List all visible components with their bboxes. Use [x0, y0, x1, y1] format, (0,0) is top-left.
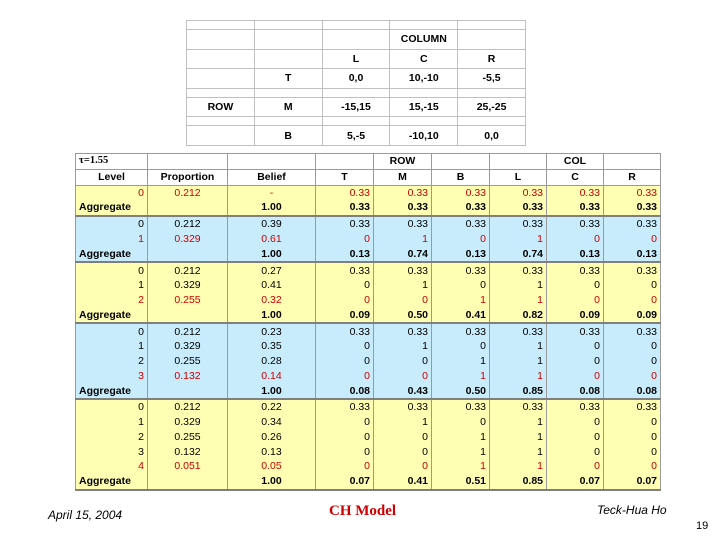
level-row — [76, 339, 661, 354]
row-t-cell: 0 — [316, 430, 374, 445]
level-row — [76, 293, 661, 308]
col-l-cell: 0.33 — [490, 262, 547, 278]
belief-cell: 0.34 — [228, 415, 316, 430]
belief-cell: 0.05 — [228, 459, 316, 474]
row-m-cell: 1 — [374, 232, 432, 247]
row-t-cell: 0.33 — [316, 399, 374, 415]
aggregate-c: 0.09 — [547, 308, 604, 324]
aggregate-r: 0.09 — [604, 308, 661, 324]
col-r-cell: 0 — [604, 354, 661, 369]
col-c-cell: 0 — [547, 354, 604, 369]
proportion-cell: 0.329 — [148, 339, 228, 354]
aggregate-row — [76, 200, 661, 216]
row-b-cell: 0 — [432, 278, 490, 293]
proportion-cell: 0.255 — [148, 354, 228, 369]
col-col-header-r: R — [604, 169, 661, 185]
row-m-cell: 0.33 — [374, 399, 432, 415]
row-name-m: M — [254, 97, 322, 117]
row-name-t: T — [254, 69, 322, 89]
level-cell: 1 — [76, 232, 148, 247]
aggregate-belief: 1.00 — [228, 308, 316, 324]
aggregate-l: 0.74 — [490, 247, 547, 263]
col-l-cell: 1 — [490, 278, 547, 293]
aggregate-belief: 1.00 — [228, 384, 316, 400]
col-c-cell: 0 — [547, 415, 604, 430]
row-b-cell: 0 — [432, 415, 490, 430]
tau-label: τ=1.55 — [76, 154, 148, 170]
col-header-l: L — [322, 49, 390, 69]
level-row — [76, 369, 661, 384]
row-b-cell: 1 — [432, 354, 490, 369]
row-t-cell: 0 — [316, 232, 374, 247]
col-r-cell: 0.33 — [604, 185, 661, 200]
belief-cell: 0.22 — [228, 399, 316, 415]
col-r-cell: 0 — [604, 369, 661, 384]
level-cell: 3 — [76, 369, 148, 384]
aggregate-label: Aggregate — [76, 308, 148, 324]
col-r-cell: 0 — [604, 415, 661, 430]
aggregate-r: 0.33 — [604, 200, 661, 216]
row-col-header-b: B — [432, 169, 490, 185]
row-t-cell: 0 — [316, 445, 374, 460]
aggregate-label: Aggregate — [76, 474, 148, 490]
belief-cell: 0.35 — [228, 339, 316, 354]
belief-cell: 0.14 — [228, 369, 316, 384]
level-cell: 0 — [76, 216, 148, 232]
aggregate-c: 0.33 — [547, 200, 604, 216]
row-group-header: ROW — [374, 154, 432, 170]
col-col-header-c: C — [547, 169, 604, 185]
col-r-cell: 0.33 — [604, 216, 661, 232]
col-r-cell: 0 — [604, 339, 661, 354]
payoff-cell: 0,0 — [458, 126, 526, 146]
row-b-cell: 0.33 — [432, 216, 490, 232]
belief-header: Belief — [228, 169, 316, 185]
row-col-header-t: T — [316, 169, 374, 185]
level-row — [76, 399, 661, 415]
col-l-cell: 1 — [490, 354, 547, 369]
proportion-cell: 0.255 — [148, 293, 228, 308]
aggregate-r: 0.13 — [604, 247, 661, 263]
col-col-header-l: L — [490, 169, 547, 185]
aggregate-b: 0.51 — [432, 474, 490, 490]
payoff-cell: 15,-15 — [390, 97, 458, 117]
col-c-cell: 0 — [547, 369, 604, 384]
aggregate-m: 0.74 — [374, 247, 432, 263]
col-r-cell: 0.33 — [604, 262, 661, 278]
aggregate-empty-cell — [148, 308, 228, 324]
belief-cell: 0.39 — [228, 216, 316, 232]
col-r-cell: 0 — [604, 430, 661, 445]
payoff-cell: 25,-25 — [458, 97, 526, 117]
col-c-cell: 0.33 — [547, 399, 604, 415]
footer-author: Teck-Hua Ho — [597, 503, 667, 517]
level-row — [76, 445, 661, 460]
proportion-cell: 0.132 — [148, 369, 228, 384]
proportion-header: Proportion — [148, 169, 228, 185]
aggregate-t: 0.08 — [316, 384, 374, 400]
col-c-cell: 0 — [547, 278, 604, 293]
col-l-cell: 1 — [490, 339, 547, 354]
payoff-cell: -15,15 — [322, 97, 390, 117]
col-l-cell: 1 — [490, 459, 547, 474]
row-m-cell: 0 — [374, 430, 432, 445]
aggregate-m: 0.43 — [374, 384, 432, 400]
level-cell: 2 — [76, 293, 148, 308]
payoff-cell: 5,-5 — [322, 126, 390, 146]
col-l-cell: 1 — [490, 445, 547, 460]
col-c-cell: 0.33 — [547, 323, 604, 339]
belief-cell: - — [228, 185, 316, 200]
level-cell: 1 — [76, 415, 148, 430]
level-cell: 2 — [76, 354, 148, 369]
aggregate-m: 0.50 — [374, 308, 432, 324]
col-l-cell: 1 — [490, 293, 547, 308]
row-m-cell: 1 — [374, 415, 432, 430]
proportion-cell: 0.212 — [148, 216, 228, 232]
aggregate-label: Aggregate — [76, 384, 148, 400]
aggregate-l: 0.85 — [490, 474, 547, 490]
row-m-cell: 0.33 — [374, 185, 432, 200]
col-l-cell: 1 — [490, 430, 547, 445]
aggregate-belief: 1.00 — [228, 200, 316, 216]
col-l-cell: 1 — [490, 369, 547, 384]
payoff-cell: 0,0 — [322, 69, 390, 89]
row-m-cell: 0.33 — [374, 216, 432, 232]
aggregate-b: 0.41 — [432, 308, 490, 324]
col-l-cell: 0.33 — [490, 185, 547, 200]
col-c-cell: 0 — [547, 430, 604, 445]
level-cell: 0 — [76, 262, 148, 278]
row-t-cell: 0 — [316, 415, 374, 430]
aggregate-m: 0.33 — [374, 200, 432, 216]
col-l-cell: 0.33 — [490, 399, 547, 415]
row-b-cell: 0 — [432, 232, 490, 247]
aggregate-r: 0.08 — [604, 384, 661, 400]
row-b-cell: 0.33 — [432, 399, 490, 415]
aggregate-empty-cell — [148, 474, 228, 490]
payoff-cell: 10,-10 — [390, 69, 458, 89]
level-row — [76, 415, 661, 430]
aggregate-belief: 1.00 — [228, 247, 316, 263]
col-header-c: C — [390, 49, 458, 69]
col-r-cell: 0 — [604, 278, 661, 293]
aggregate-row — [76, 247, 661, 263]
aggregate-empty-cell — [148, 384, 228, 400]
proportion-cell: 0.212 — [148, 323, 228, 339]
col-r-cell: 0 — [604, 459, 661, 474]
level-row — [76, 430, 661, 445]
level-row — [76, 278, 661, 293]
proportion-cell: 0.132 — [148, 445, 228, 460]
aggregate-b: 0.50 — [432, 384, 490, 400]
row-b-cell: 1 — [432, 369, 490, 384]
row-m-cell: 0 — [374, 459, 432, 474]
row-m-cell: 1 — [374, 278, 432, 293]
belief-cell: 0.41 — [228, 278, 316, 293]
proportion-cell: 0.212 — [148, 262, 228, 278]
aggregate-t: 0.09 — [316, 308, 374, 324]
aggregate-belief: 1.00 — [228, 474, 316, 490]
ch-model-table — [75, 153, 660, 491]
aggregate-c: 0.13 — [547, 247, 604, 263]
row-b-cell: 1 — [432, 459, 490, 474]
row-t-cell: 0 — [316, 369, 374, 384]
col-l-cell: 1 — [490, 415, 547, 430]
col-header-r: R — [458, 49, 526, 69]
aggregate-b: 0.13 — [432, 247, 490, 263]
aggregate-l: 0.82 — [490, 308, 547, 324]
belief-cell: 0.13 — [228, 445, 316, 460]
level-cell: 0 — [76, 399, 148, 415]
row-t-cell: 0 — [316, 459, 374, 474]
belief-cell: 0.61 — [228, 232, 316, 247]
row-t-cell: 0 — [316, 354, 374, 369]
row-b-cell: 1 — [432, 293, 490, 308]
proportion-cell: 0.212 — [148, 185, 228, 200]
row-m-cell: 1 — [374, 339, 432, 354]
col-l-cell: 1 — [490, 232, 547, 247]
footer-date: April 15, 2004 — [48, 508, 123, 522]
level-cell: 0 — [76, 323, 148, 339]
payoff-cell: -5,5 — [458, 69, 526, 89]
aggregate-l: 0.33 — [490, 200, 547, 216]
row-t-cell: 0 — [316, 339, 374, 354]
aggregate-r: 0.07 — [604, 474, 661, 490]
level-row — [76, 262, 661, 278]
row-t-cell: 0 — [316, 278, 374, 293]
level-cell: 1 — [76, 278, 148, 293]
proportion-cell: 0.329 — [148, 278, 228, 293]
row-t-cell: 0.33 — [316, 216, 374, 232]
level-cell: 0 — [76, 185, 148, 200]
row-b-cell: 1 — [432, 430, 490, 445]
level-row — [76, 232, 661, 247]
proportion-cell: 0.212 — [148, 399, 228, 415]
row-t-cell: 0.33 — [316, 262, 374, 278]
aggregate-c: 0.07 — [547, 474, 604, 490]
col-c-cell: 0 — [547, 339, 604, 354]
row-m-cell: 0 — [374, 293, 432, 308]
row-m-cell: 0 — [374, 445, 432, 460]
aggregate-empty-cell — [148, 247, 228, 263]
col-r-cell: 0 — [604, 293, 661, 308]
belief-cell: 0.28 — [228, 354, 316, 369]
row-b-cell: 0 — [432, 339, 490, 354]
row-t-cell: 0.33 — [316, 323, 374, 339]
aggregate-empty-cell — [148, 200, 228, 216]
row-m-cell: 0 — [374, 354, 432, 369]
row-m-cell: 0.33 — [374, 262, 432, 278]
col-c-cell: 0 — [547, 459, 604, 474]
col-r-cell: 0 — [604, 445, 661, 460]
level-row — [76, 459, 661, 474]
belief-cell: 0.26 — [228, 430, 316, 445]
level-row — [76, 323, 661, 339]
aggregate-l: 0.85 — [490, 384, 547, 400]
aggregate-c: 0.08 — [547, 384, 604, 400]
level-cell: 2 — [76, 430, 148, 445]
row-b-cell: 0.33 — [432, 323, 490, 339]
col-c-cell: 0 — [547, 445, 604, 460]
level-row — [76, 185, 661, 200]
col-c-cell: 0.33 — [547, 216, 604, 232]
row-t-cell: 0 — [316, 293, 374, 308]
footer-title: CH Model — [329, 503, 397, 519]
aggregate-t: 0.13 — [316, 247, 374, 263]
level-cell: 4 — [76, 459, 148, 474]
col-c-cell: 0 — [547, 293, 604, 308]
page-number: 19 — [696, 520, 709, 532]
col-group-header: COL — [547, 154, 604, 170]
aggregate-row — [76, 308, 661, 324]
col-c-cell: 0 — [547, 232, 604, 247]
row-label: ROW — [187, 97, 255, 117]
col-c-cell: 0.33 — [547, 262, 604, 278]
aggregate-row — [76, 474, 661, 490]
level-row — [76, 216, 661, 232]
aggregate-row — [76, 384, 661, 400]
row-b-cell: 0.33 — [432, 262, 490, 278]
payoff-matrix — [186, 20, 526, 146]
row-b-cell: 0.33 — [432, 185, 490, 200]
aggregate-b: 0.33 — [432, 200, 490, 216]
row-name-b: B — [254, 126, 322, 146]
level-row — [76, 354, 661, 369]
col-r-cell: 0.33 — [604, 399, 661, 415]
belief-cell: 0.27 — [228, 262, 316, 278]
aggregate-m: 0.41 — [374, 474, 432, 490]
belief-cell: 0.23 — [228, 323, 316, 339]
col-l-cell: 0.33 — [490, 323, 547, 339]
col-r-cell: 0.33 — [604, 323, 661, 339]
payoff-cell: -10,10 — [390, 126, 458, 146]
row-col-header-m: M — [374, 169, 432, 185]
col-l-cell: 0.33 — [490, 216, 547, 232]
aggregate-t: 0.07 — [316, 474, 374, 490]
col-r-cell: 0 — [604, 232, 661, 247]
belief-cell: 0.32 — [228, 293, 316, 308]
proportion-cell: 0.255 — [148, 430, 228, 445]
aggregate-t: 0.33 — [316, 200, 374, 216]
level-cell: 1 — [76, 339, 148, 354]
row-m-cell: 0.33 — [374, 323, 432, 339]
proportion-cell: 0.051 — [148, 459, 228, 474]
row-b-cell: 1 — [432, 445, 490, 460]
column-label: COLUMN — [390, 30, 458, 50]
level-cell: 3 — [76, 445, 148, 460]
proportion-cell: 0.329 — [148, 232, 228, 247]
col-c-cell: 0.33 — [547, 185, 604, 200]
level-header: Level — [76, 169, 148, 185]
aggregate-label: Aggregate — [76, 200, 148, 216]
row-m-cell: 0 — [374, 369, 432, 384]
aggregate-label: Aggregate — [76, 247, 148, 263]
proportion-cell: 0.329 — [148, 415, 228, 430]
row-t-cell: 0.33 — [316, 185, 374, 200]
